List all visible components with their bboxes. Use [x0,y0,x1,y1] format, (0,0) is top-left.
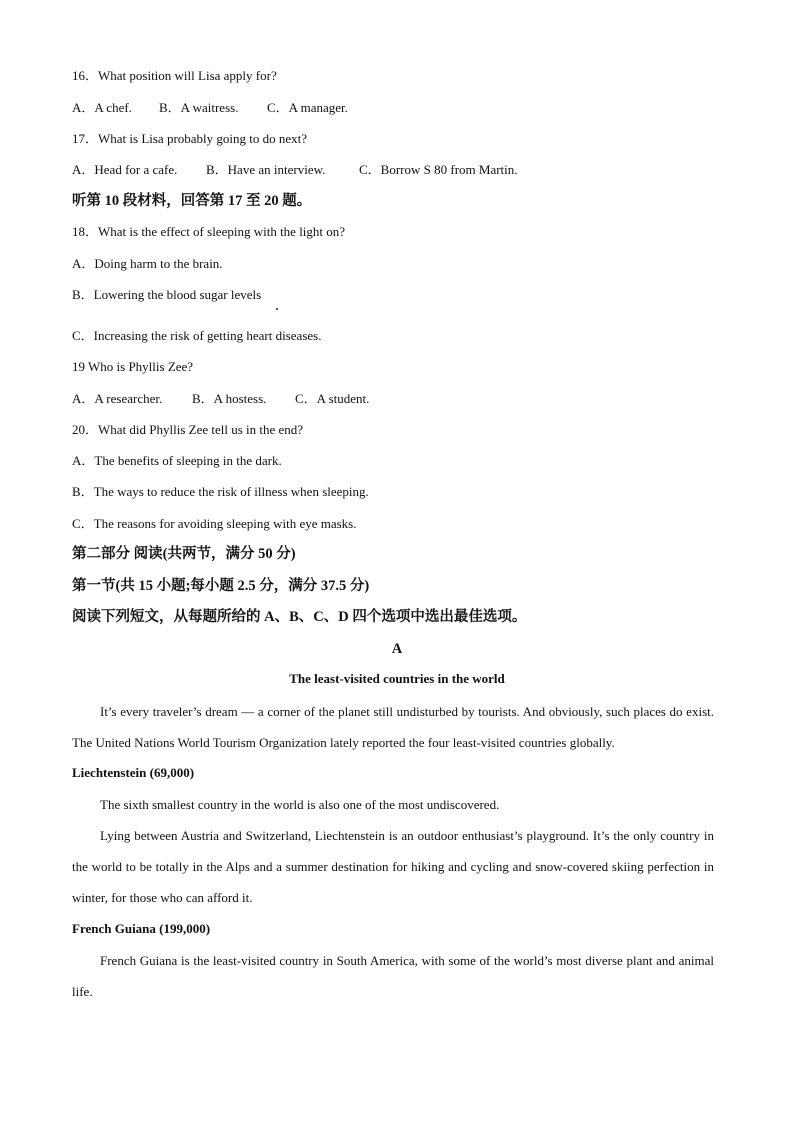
reading-instruction: 阅读下列短文，从每题所给的 A、B、C、D 四个选项中选出最佳选项。 [72,609,527,625]
part-two-heading: 第二部分 阅读(共两节，满分 50 分) [72,546,296,562]
q20-option-a: A．The benefits of sleeping in the dark. [72,453,282,468]
passage-title: The least-visited countries in the world [289,671,505,686]
q19-option-c: C．A student. [295,391,370,406]
french-guiana-heading: French Guiana (199,000) [72,921,211,936]
q18-option-a: A．Doing harm to the brain. [72,256,223,271]
q20-option-b: B．The ways to reduce the risk of illness when sleeping. [72,484,369,499]
question-20-stem: 20．What did Phyllis Zee tell us in the end? [72,422,304,437]
liechtenstein-paragraph-2: Lying between Austria and Switzerland, Liechtenstein is an outdoor enthusiast’s playground. It’s the only country in the world to be totally in the Alps and a summer destination for hiking and cycling and snow-covered skiing perfection in winter, for those who can afford it. [72,828,714,905]
q16-option-a: A．A chef. [72,100,132,115]
question-16-options [72,100,348,116]
q19-option-a: A．A researcher. [72,391,163,406]
liechtenstein-heading: Liechtenstein (69,000) [72,765,195,780]
q17-option-b: B．Have an interview. [206,162,326,177]
question-19-options [72,391,369,407]
q19-option-b: B．A hostess. [192,391,267,406]
section-10-heading: 听第 10 段材料，回答第 17 至 20 题。 [72,193,312,209]
q16-option-c: C．A manager. [267,100,348,115]
question-19-stem: 19 Who is Phyllis Zee? [72,359,194,374]
q16-option-b: B．A waitress. [159,100,239,115]
question-17-stem: 17．What is Lisa probably going to do next? [72,131,308,146]
french-guiana-paragraph-1: French Guiana is the least-visited country in South America, with some of the world’s most diverse plant and animal life. [72,953,714,999]
q18-option-c: C．Increasing the risk of getting heart diseases. [72,328,322,343]
question-17-options [72,162,518,178]
q17-option-c: C．Borrow S 80 from Martin. [359,162,518,177]
passage-intro: It’s every traveler’s dream — a corner of the planet still undisturbed by tourists. And obviously, such places do exist. The United Nations World Tourism Organization lately reported the four least-visited countries globally. [72,704,714,750]
stray-dot [276,308,278,310]
q17-option-a: A．Head for a cafe. [72,162,178,177]
question-16-stem: 16．What position will Lisa apply for? [72,68,277,83]
question-18-stem: 18．What is the effect of sleeping with the light on? [72,224,346,239]
section-one-heading: 第一节(共 15 小题;每小题 2.5 分，满分 37.5 分) [72,578,370,594]
passage-letter: A [391,641,403,657]
q20-option-c: C．The reasons for avoiding sleeping with eye masks. [72,516,357,531]
liechtenstein-paragraph-1: The sixth smallest country in the world is also one of the most undiscovered. [100,797,500,812]
q18-option-b: B．Lowering the blood sugar levels [72,287,262,302]
